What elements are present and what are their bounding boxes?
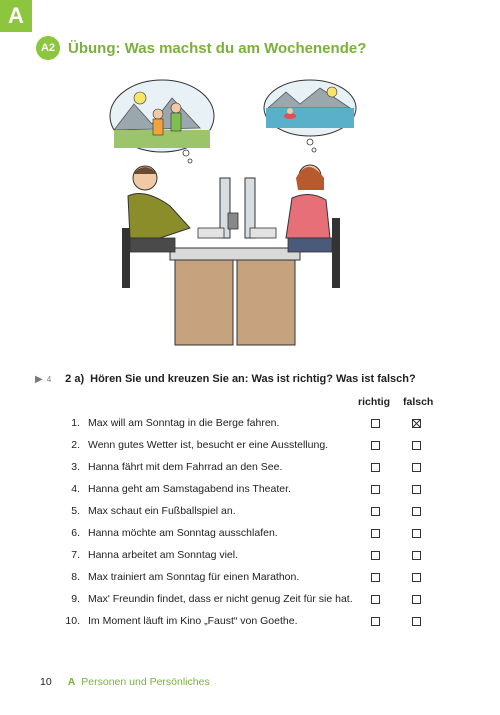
richtig-checkbox[interactable] — [371, 419, 380, 428]
statement-row — [62, 437, 328, 453]
lake-thought-bubble — [264, 80, 356, 152]
richtig-checkbox[interactable] — [371, 529, 380, 538]
hiking-thought-bubble — [110, 80, 214, 163]
falsch-checkbox[interactable] — [412, 551, 421, 560]
statement-text: Hanna arbeitet am Sonntag viel. — [88, 549, 239, 561]
statement-text: Im Moment läuft im Kino „Faust“ von Goethe. — [88, 615, 298, 627]
office-illustration — [100, 78, 360, 363]
statement-text: Max schaut ein Fußballspiel an. — [88, 505, 236, 517]
statement-row — [62, 525, 278, 541]
richtig-checkbox[interactable] — [371, 507, 380, 516]
statement-number: 4. — [71, 483, 80, 495]
exercise-header — [36, 36, 366, 60]
statement-number: 1. — [71, 417, 80, 429]
section-corner-tab: A — [0, 0, 32, 32]
column-header-falsch: falsch — [403, 396, 434, 408]
falsch-checkbox[interactable] — [412, 485, 421, 494]
statement-number: 2. — [71, 439, 80, 451]
statement-row — [62, 547, 238, 563]
statement-text: Hanna möchte am Sonntag ausschlafen. — [88, 527, 278, 539]
falsch-checkbox[interactable] — [412, 463, 421, 472]
statement-number: 7. — [71, 549, 80, 561]
statement-row — [62, 459, 282, 475]
statement-number: 6. — [71, 527, 80, 539]
falsch-checkbox[interactable] — [412, 573, 421, 582]
richtig-checkbox[interactable] — [371, 441, 380, 450]
statement-number: 9. — [71, 593, 80, 605]
statement-row — [62, 415, 279, 431]
statement-text: Max' Freundin findet, dass er nicht genug Zeit für sie hat. — [88, 593, 353, 605]
footer-section-title: Personen und Persönliches — [81, 676, 210, 688]
statement-text: Hanna fährt mit dem Fahrrad an den See. — [88, 461, 283, 473]
statement-row — [62, 481, 291, 497]
statement-text: Wenn gutes Wetter ist, besucht er eine Ausstellung. — [88, 439, 329, 451]
footer-section-letter: A — [67, 676, 76, 688]
statement-row — [62, 503, 236, 519]
desk-scene — [170, 178, 300, 345]
task-instruction: Hören Sie und kreuzen Sie an: Was ist richtig? Was ist falsch? — [90, 373, 416, 385]
statement-number: 10. — [65, 615, 80, 627]
statement-row — [62, 591, 353, 607]
statement-number: 3. — [71, 461, 80, 473]
falsch-checkbox[interactable] — [412, 419, 421, 428]
task-number: 2 a) — [65, 373, 85, 385]
richtig-checkbox[interactable] — [371, 573, 380, 582]
column-header-richtig: richtig — [358, 396, 391, 408]
richtig-checkbox[interactable] — [371, 463, 380, 472]
richtig-checkbox[interactable] — [371, 485, 380, 494]
falsch-checkbox[interactable] — [412, 507, 421, 516]
statement-number: 8. — [71, 571, 80, 583]
statement-number: 5. — [71, 505, 80, 517]
falsch-checkbox[interactable] — [412, 595, 421, 604]
page-number: 10 — [40, 676, 52, 688]
statement-text: Max will am Sonntag in die Berge fahren. — [88, 417, 280, 429]
richtig-checkbox[interactable] — [371, 595, 380, 604]
falsch-checkbox[interactable] — [412, 441, 421, 450]
richtig-checkbox[interactable] — [371, 551, 380, 560]
audio-task-row — [35, 373, 416, 385]
statement-row — [62, 613, 298, 629]
page-title: Übung: Was machst du am Wochenende? — [68, 39, 367, 57]
falsch-checkbox[interactable] — [412, 617, 421, 626]
falsch-checkbox[interactable] — [412, 529, 421, 538]
statement-row — [62, 569, 299, 585]
play-triangle-icon[interactable]: ▶ — [35, 373, 43, 385]
statement-text: Hanna geht am Samstagabend ins Theater. — [88, 483, 291, 495]
exercise-badge: A2 — [36, 36, 60, 60]
richtig-checkbox[interactable] — [371, 617, 380, 626]
statement-text: Max trainiert am Sonntag für einen Marathon. — [88, 571, 300, 583]
page-footer — [40, 676, 210, 688]
audio-track-number: 4 — [46, 374, 52, 384]
